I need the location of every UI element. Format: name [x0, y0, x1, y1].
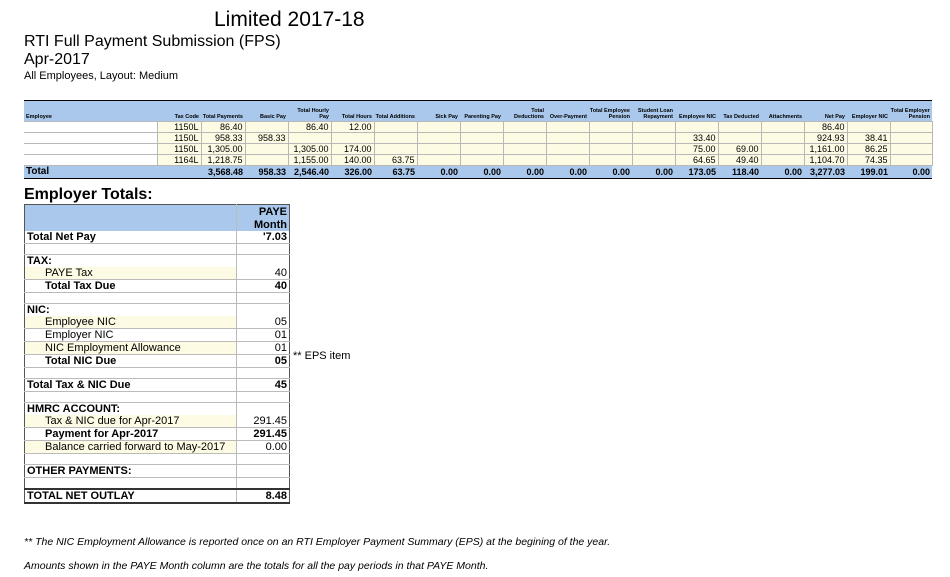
- col-header: Employer NIC: [847, 101, 890, 122]
- table-cell: [632, 133, 675, 144]
- total-cell: 0.00: [761, 166, 804, 179]
- table-cell: [847, 122, 890, 133]
- row-value: 8.48: [237, 489, 290, 503]
- table-cell: 140.00: [331, 155, 374, 166]
- spacer-row: [25, 368, 290, 379]
- company-name: Limited 2017-18: [214, 8, 365, 31]
- col-header: Tax Code: [157, 101, 201, 122]
- col-header: Net Pay: [804, 101, 847, 122]
- table-cell: 1,104.70: [804, 155, 847, 166]
- table-row: [25, 403, 290, 416]
- table-cell: [374, 122, 417, 133]
- table-cell: [546, 133, 589, 144]
- table-cell: [417, 122, 460, 133]
- col-header: Basic Pay: [245, 101, 288, 122]
- table-cell: [417, 144, 460, 155]
- table-cell: 12.00: [331, 122, 374, 133]
- col-header: Employee: [24, 101, 157, 122]
- table-cell: 86.25: [847, 144, 890, 155]
- table-row: [25, 316, 290, 329]
- table-row: [24, 122, 932, 133]
- table-cell: 63.75: [374, 155, 417, 166]
- total-row: [24, 166, 932, 179]
- row-value: 40: [237, 280, 290, 293]
- row-label: Total Tax & NIC Due: [25, 379, 237, 392]
- col-header: Total Additions: [374, 101, 417, 122]
- col-header: Student Loan Repayment: [632, 101, 675, 122]
- table-cell: 49.40: [718, 155, 761, 166]
- table-cell: 75.00: [675, 144, 718, 155]
- table-cell: 38.41: [847, 133, 890, 144]
- table-cell: [460, 133, 503, 144]
- table-row: [25, 379, 290, 392]
- table-cell: [331, 133, 374, 144]
- table-cell: 1150L: [157, 122, 201, 133]
- table-cell: 86.40: [804, 122, 847, 133]
- row-label: Tax & NIC due for Apr-2017: [25, 415, 237, 428]
- table-cell: [460, 144, 503, 155]
- row-value: 05: [237, 316, 290, 329]
- col-header: Over-Payment: [546, 101, 589, 122]
- col-header: Total Employee Pension: [589, 101, 632, 122]
- col-header: Total Hourly Pay: [288, 101, 331, 122]
- col-header: Total Hours: [331, 101, 374, 122]
- row-label: PAYE Tax: [25, 267, 237, 280]
- table-cell: [675, 122, 718, 133]
- row-value: 05: [237, 355, 290, 368]
- total-cell: 2,546.40: [288, 166, 331, 179]
- total-cell: 0.00: [460, 166, 503, 179]
- col-header: Total Employer Pension: [890, 101, 932, 122]
- total-cell: 0.00: [503, 166, 546, 179]
- table-cell: [374, 133, 417, 144]
- spacer-row: [25, 244, 290, 255]
- table-cell: 1150L: [157, 144, 201, 155]
- total-cell: [157, 166, 201, 179]
- col-header: Employee NIC: [675, 101, 718, 122]
- table-cell: [24, 144, 157, 155]
- row-label: Employer NIC: [25, 329, 237, 342]
- table-cell: [718, 122, 761, 133]
- table-cell: [417, 155, 460, 166]
- table-cell: [503, 155, 546, 166]
- report-title: RTI Full Payment Submission (FPS): [24, 33, 281, 50]
- report-period: Apr-2017: [24, 51, 90, 68]
- table-cell: 1150L: [157, 133, 201, 144]
- row-label: Total Net Pay: [25, 231, 237, 244]
- table-row: [25, 489, 290, 503]
- table-cell: [24, 155, 157, 166]
- table-cell: 74.35: [847, 155, 890, 166]
- row-label: Total NIC Due: [25, 355, 237, 368]
- table-cell: [417, 133, 460, 144]
- table-cell: [460, 122, 503, 133]
- table-cell: [288, 133, 331, 144]
- table-cell: [245, 144, 288, 155]
- table-cell: 1,305.00: [288, 144, 331, 155]
- total-cell: 0.00: [632, 166, 675, 179]
- table-cell: 1,305.00: [201, 144, 245, 155]
- table-cell: 1,161.00: [804, 144, 847, 155]
- col-header: Tax Deducted: [718, 101, 761, 122]
- table-cell: 1,155.00: [288, 155, 331, 166]
- table-cell: [589, 155, 632, 166]
- table-cell: [632, 144, 675, 155]
- total-cell: 3,277.03: [804, 166, 847, 179]
- table-cell: [546, 122, 589, 133]
- table-cell: [503, 133, 546, 144]
- table-row: [25, 428, 290, 441]
- total-cell: 958.33: [245, 166, 288, 179]
- row-value: 291.45: [237, 415, 290, 428]
- table-cell: [890, 144, 932, 155]
- table-cell: 958.33: [245, 133, 288, 144]
- table-row: [25, 304, 290, 317]
- table-row: [24, 133, 932, 144]
- row-value: '7.03: [237, 231, 290, 244]
- col-header: Total Payments: [201, 101, 245, 122]
- fps-table: [24, 100, 933, 179]
- row-value: 45: [237, 379, 290, 392]
- table-cell: [374, 144, 417, 155]
- total-cell: 173.05: [675, 166, 718, 179]
- table-cell: [24, 133, 157, 144]
- section-label: NIC:: [27, 304, 50, 316]
- total-cell: 3,568.48: [201, 166, 245, 179]
- row-value: 01: [237, 342, 290, 355]
- footnote-eps: ** The NIC Employment Allowance is reported once on an RTI Employer Payment Summary (EPS) at the begining of the year.: [24, 536, 611, 548]
- total-cell: 0.00: [890, 166, 932, 179]
- report-subtitle: All Employees, Layout: Medium: [24, 70, 179, 82]
- table-cell: [24, 122, 157, 133]
- table-row: [25, 355, 290, 368]
- table-row: [25, 441, 290, 454]
- row-label: Total Tax Due: [25, 280, 237, 293]
- table-cell: [589, 133, 632, 144]
- fps-header-row: [24, 101, 932, 122]
- table-cell: 86.40: [201, 122, 245, 133]
- table-cell: [890, 155, 932, 166]
- table-row: [25, 218, 290, 231]
- col-header: Attachments: [761, 101, 804, 122]
- row-value: 291.45: [237, 428, 290, 441]
- total-cell: 0.00: [417, 166, 460, 179]
- table-row: [25, 342, 290, 355]
- row-value: 40: [237, 267, 290, 280]
- section-label: HMRC ACCOUNT:: [27, 403, 121, 415]
- total-cell: 199.01: [847, 166, 890, 179]
- table-row: [25, 255, 290, 268]
- col-header: Total Deductions: [503, 101, 546, 122]
- row-label: Balance carried forward to May-2017: [25, 441, 237, 454]
- row-label: Payment for Apr-2017: [25, 428, 237, 441]
- total-label: Total: [24, 166, 157, 179]
- table-cell: 1164L: [157, 155, 201, 166]
- table-cell: 69.00: [718, 144, 761, 155]
- col-header: Parenting Pay: [460, 101, 503, 122]
- row-value: 0.00: [237, 441, 290, 454]
- footnote-paye-month: Amounts shown in the PAYE Month column are the totals for all the pay periods in that PAYE Month.: [24, 560, 489, 572]
- table-row: [25, 231, 290, 244]
- section-label: OTHER PAYMENTS:: [25, 465, 237, 478]
- table-cell: [546, 155, 589, 166]
- table-cell: 958.33: [201, 133, 245, 144]
- employer-totals-table: [24, 204, 290, 504]
- table-row: [25, 465, 290, 478]
- table-cell: [245, 122, 288, 133]
- table-cell: 1,218.75: [201, 155, 245, 166]
- eps-item-note: ** EPS item: [293, 350, 351, 362]
- table-cell: 33.40: [675, 133, 718, 144]
- row-label: Employee NIC: [25, 316, 237, 329]
- header-blank: [25, 218, 237, 231]
- table-cell: 924.93: [804, 133, 847, 144]
- table-cell: [589, 122, 632, 133]
- spacer-row: [25, 478, 290, 490]
- row-label: TOTAL NET OUTLAY: [25, 489, 237, 503]
- col-header-paye: PAYE: [237, 205, 290, 219]
- table-row: [25, 415, 290, 428]
- table-cell: [632, 122, 675, 133]
- table-cell: 86.40: [288, 122, 331, 133]
- table-cell: 64.65: [675, 155, 718, 166]
- table-cell: [503, 144, 546, 155]
- spacer-row: [25, 293, 290, 304]
- table-cell: [890, 122, 932, 133]
- employer-totals-heading: Employer Totals:: [24, 186, 153, 203]
- table-cell: [718, 133, 761, 144]
- table-row: [25, 267, 290, 280]
- section-label: TAX:: [27, 255, 52, 267]
- row-label: NIC Employment Allowance: [25, 342, 237, 355]
- table-cell: [632, 155, 675, 166]
- table-row: [25, 280, 290, 293]
- table-row: [25, 205, 290, 219]
- table-cell: [245, 155, 288, 166]
- spacer-row: [25, 392, 290, 403]
- table-row: [25, 329, 290, 342]
- table-cell: [589, 144, 632, 155]
- col-header: Sick Pay: [417, 101, 460, 122]
- table-cell: [460, 155, 503, 166]
- table-row: [24, 155, 932, 166]
- total-cell: 326.00: [331, 166, 374, 179]
- table-cell: [761, 133, 804, 144]
- total-cell: 0.00: [589, 166, 632, 179]
- table-cell: [761, 144, 804, 155]
- table-cell: [761, 155, 804, 166]
- total-cell: 0.00: [546, 166, 589, 179]
- col-header-month: Month: [237, 218, 290, 231]
- table-cell: [546, 144, 589, 155]
- spacer-row: [25, 454, 290, 465]
- total-cell: 63.75: [374, 166, 417, 179]
- table-cell: [890, 133, 932, 144]
- row-value: 01: [237, 329, 290, 342]
- table-cell: [503, 122, 546, 133]
- total-cell: 118.40: [718, 166, 761, 179]
- header-blank: [25, 205, 237, 219]
- table-row: [24, 144, 932, 155]
- table-cell: [761, 122, 804, 133]
- table-cell: 174.00: [331, 144, 374, 155]
